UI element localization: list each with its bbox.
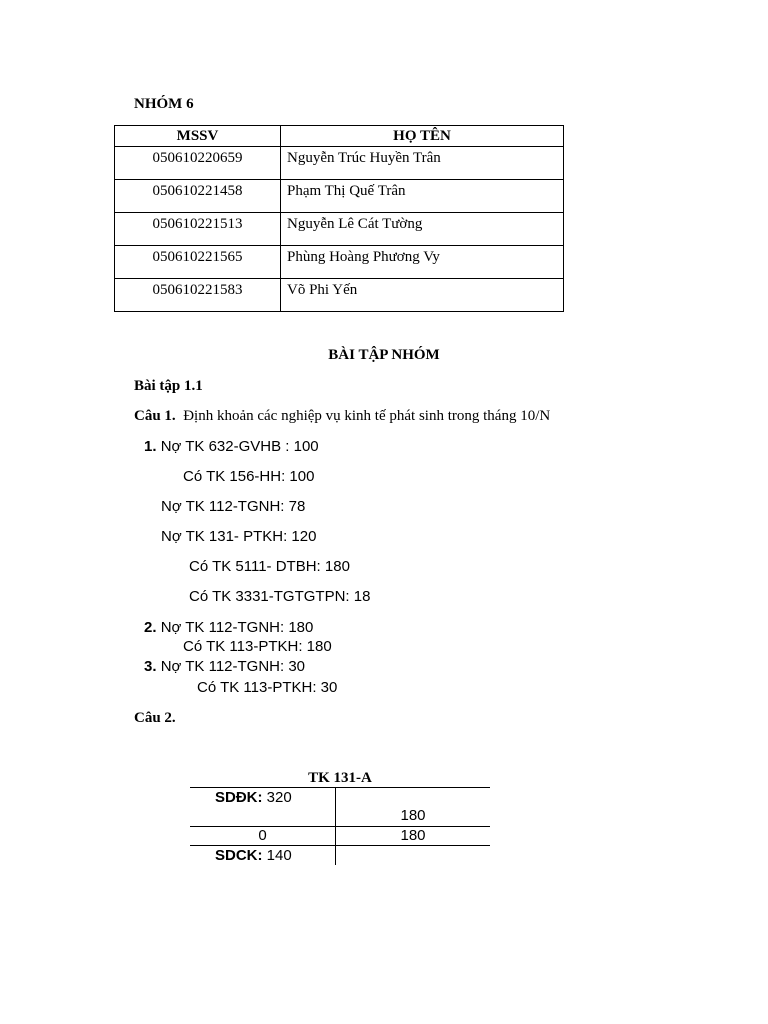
question-1-label: Câu 1. (134, 408, 176, 424)
student-id: 050610221565 (115, 246, 281, 279)
column-header-name: HỌ TÊN (281, 126, 564, 147)
question-1-text: Định khoản các nghiệp vụ kinh tế phát sinh trong tháng 10/N (183, 408, 551, 424)
exercise-title: Bài tập 1.1 (134, 378, 203, 394)
student-name: Nguyễn Trúc Huyền Trân (281, 147, 564, 180)
column-header-mssv: MSSV (115, 126, 281, 147)
entry-1-debit-632 (144, 438, 319, 455)
entry-line: Nợ TK 112-TGNH: 30 (160, 658, 306, 675)
student-id: 050610221513 (115, 213, 281, 246)
opening-balance-label: SDĐK: (215, 789, 263, 806)
entry-line: Nợ TK 632-GVHB : 100 (160, 438, 319, 455)
table-row (115, 180, 564, 213)
opening-balance-value: 320 (266, 789, 292, 806)
entry-3-credit-113: Có TK 113-PTKH: 30 (197, 679, 338, 696)
entry-number: 2. (144, 619, 157, 636)
question-1 (134, 408, 550, 425)
closing-balance-label: SDCK: (215, 847, 263, 864)
student-id: 050610221583 (115, 279, 281, 312)
closing-balance-value: 140 (266, 847, 292, 864)
credit-total-value: 180 (400, 827, 426, 844)
entry-line: Nợ TK 112-TGNH: 180 (160, 619, 314, 636)
entry-1-credit-5111: Có TK 5111- DTBH: 180 (189, 558, 350, 575)
entry-2-credit-113: Có TK 113-PTKH: 180 (183, 638, 332, 655)
opening-balance (215, 789, 292, 806)
t-account-top-line (190, 787, 490, 788)
table-row (115, 246, 564, 279)
student-id: 050610220659 (115, 147, 281, 180)
entry-1-credit-156: Có TK 156-HH: 100 (183, 468, 315, 485)
student-name: Nguyễn Lê Cát Tường (281, 213, 564, 246)
members-table (114, 125, 564, 312)
student-name: Phạm Thị Quế Trân (281, 180, 564, 213)
entry-number: 1. (144, 438, 157, 455)
credit-entry-value: 180 (400, 807, 426, 824)
entry-1-debit-131: Nợ TK 131- PTKH: 120 (161, 528, 317, 545)
t-account-title: TK 131-A (308, 770, 372, 786)
entry-2-debit-112 (144, 619, 313, 636)
section-title: BÀI TẬP NHÓM (328, 347, 440, 363)
student-name: Phùng Hoàng Phương Vy (281, 246, 564, 279)
question-2-label: Câu 2. (134, 710, 176, 726)
closing-balance (215, 847, 292, 864)
entry-1-debit-112: Nợ TK 112-TGNH: 78 (161, 498, 306, 515)
table-row (115, 279, 564, 312)
table-row (115, 213, 564, 246)
entry-1-credit-3331: Có TK 3331-TGTGTPN: 18 (189, 588, 371, 605)
group-title: NHÓM 6 (134, 96, 194, 112)
debit-total-value: 0 (258, 827, 267, 844)
student-name: Võ Phi Yến (281, 279, 564, 312)
table-header-row (115, 126, 564, 147)
entry-3-debit-112 (144, 658, 305, 675)
entry-number: 3. (144, 658, 157, 675)
table-row (115, 147, 564, 180)
student-id: 050610221458 (115, 180, 281, 213)
t-account-balance-line (190, 845, 490, 846)
